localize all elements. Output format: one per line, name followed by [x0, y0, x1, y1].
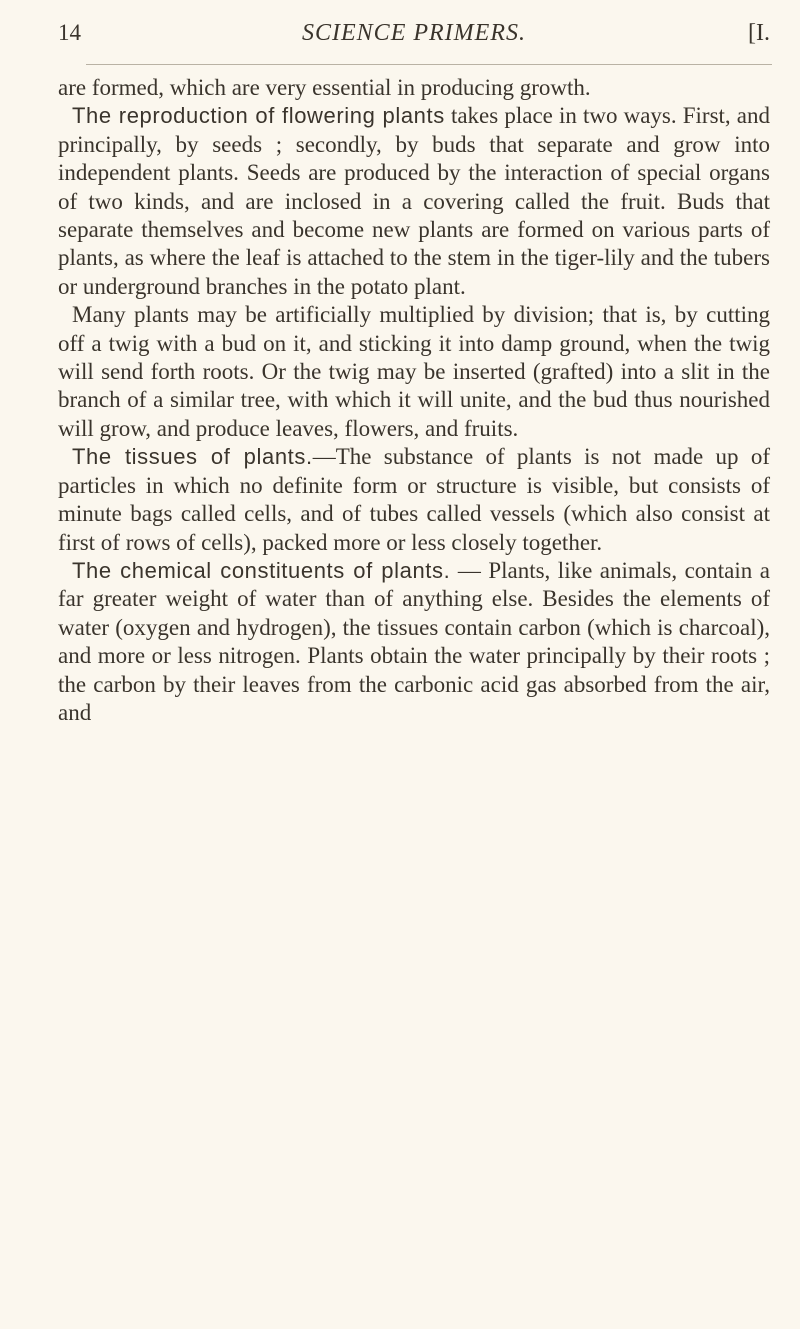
paragraph-reproduction [58, 102, 770, 301]
paragraph-tissues [58, 443, 770, 557]
paragraph-chemical-text: — Plants, like animals, contain a far greater weight of water than of anything else. Besides the elements of water (oxygen and hydrogen), the tissues contain carbon (which is charcoal), and more or less nitrogen. Plants obtain the water principally by their roots ; the carbon by their leaves from the carbonic acid gas absorbed from the air, and [58, 557, 770, 725]
body-text [58, 74, 770, 727]
paragraph-reproduction-text: takes place in two ways. First, and principally, by seeds ; secondly, by buds that separate and grow into independent plants. Seeds are produced by the interaction of special organs of two kinds, and are inclosed in a covering called the fruit. Buds that separate themselves and become new plants are formed on various parts of plants, as where the leaf is attached to the stem in the tiger-lily and the tubers or underground branches in the potato plant. [58, 103, 771, 299]
section-mark: [I. [748, 20, 770, 46]
paragraph-continuation: are formed, which are very essential in producing growth. [58, 75, 591, 100]
paragraph-tissues-text: —The substance of plants is not made up of particles in which no definite form or structure is visible, but consists of minute bags called cells, and of tubes called vessels (which also consist at first of rows of cells), packed more or less closely together. [58, 444, 770, 555]
heading-tissues: The tissues of plants. [72, 444, 313, 470]
running-head [58, 20, 770, 52]
running-title: SCIENCE PRIMERS. [302, 20, 526, 46]
paragraph-division: Many plants may be artificially multiplied by division; that is, by cutting off a twig with a bud on it, and sticking it into damp ground, when the twig will send forth roots. Or the twig may be inserted (grafted) into a slit in the branch of a similar tree, with which it will unite, and the bud thus nourished will grow, and produce leaves, flowers, and fruits. [58, 302, 770, 441]
header-rule [86, 64, 772, 65]
paragraph-chemical [58, 557, 770, 727]
heading-chemical: The chemical constituents of plants. [72, 557, 451, 583]
page-number: 14 [58, 20, 81, 45]
heading-reproduction: The reproduction of flowering plants [72, 103, 445, 129]
